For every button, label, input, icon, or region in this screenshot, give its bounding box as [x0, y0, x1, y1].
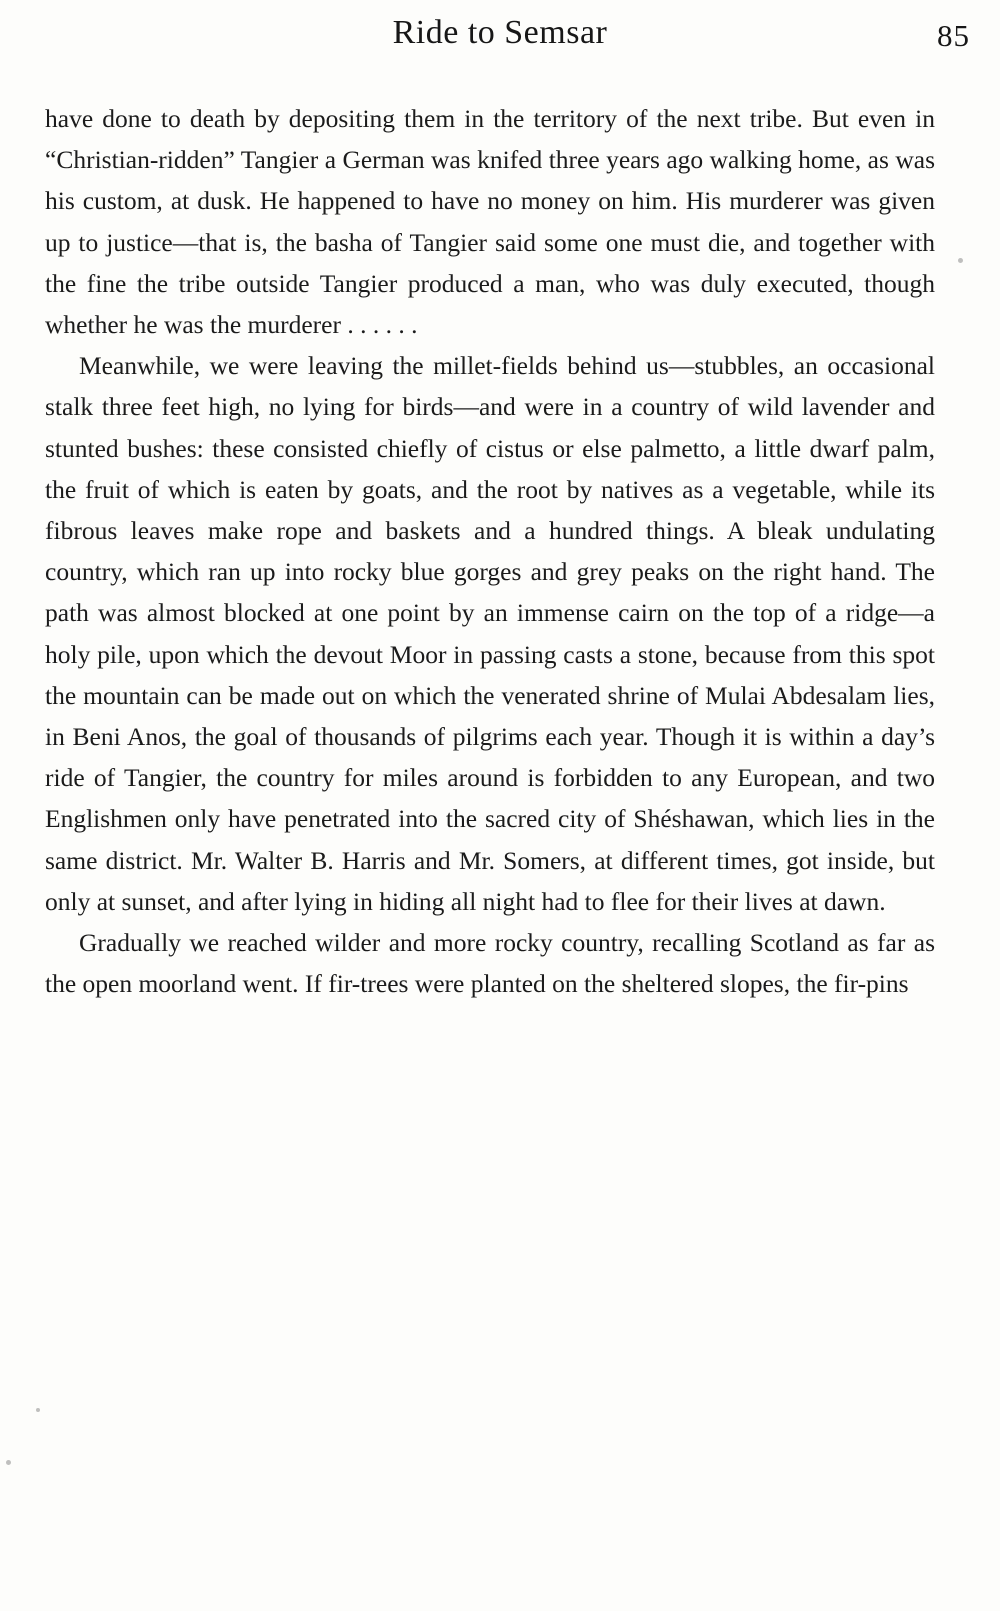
paragraph: Meanwhile, we were leaving the millet-fields behind us—stubbles, an occasional stalk three feet high, no lying for birds—and were in a country of wild lavender and stunted bushes: these consisted chiefly of cistus or else palmetto, a little dwarf palm, the fruit of which is eaten by goats, and the root by natives as a vegetable, while its fibrous leaves make rope and baskets and a hundred things. A bleak undulating country, which ran up into rocky blue gorges and grey peaks on the right hand. The path was almost blocked at one point by an immense cairn on the top of a ridge—a holy pile, upon which the devout Moor in passing casts a stone, because from this spot the mountain can be made out on which the venerated shrine of Mulai Abdesalam lies, in Beni Anos, the goal of thousands of pilgrims each year. Though it is within a day’s ride of Tangier, the country for miles around is forbidden to any European, and two Englishmen only have penetrated into the sacred city of Shéshawan, which lies in the same district. Mr. Walter B. Harris and Mr. Somers, at different times, got inside, but only at sunset, and after lying in hiding all night had to flee for their lives at dawn.	[45, 351, 935, 916]
scan-speck	[6, 1460, 11, 1465]
page-header	[40, 14, 970, 74]
scan-speck	[36, 1408, 40, 1412]
running-title: Ride to Semsar	[392, 14, 608, 51]
scan-speck	[958, 258, 963, 263]
paragraph: have done to death by depositing them in the territory of the next tribe. But even in “Christian-ridden” Tangier a German was knifed three years ago walking home, as was his custom, at dusk. He happened to have no money on him. His murderer was given up to justice—that is, the basha of Tangier said some one must die, and together with the fine the tribe outside Tangier produced a man, who was duly executed, though whether he was the murderer . . . . . .	[45, 104, 935, 340]
page-number: 85	[937, 18, 970, 53]
paragraph: Gradually we reached wilder and more rocky country, recalling Scotland as far as the open moorland went. If fir-trees were planted on the sheltered slopes, the fir-pins	[45, 928, 935, 999]
page-body	[45, 98, 935, 1004]
